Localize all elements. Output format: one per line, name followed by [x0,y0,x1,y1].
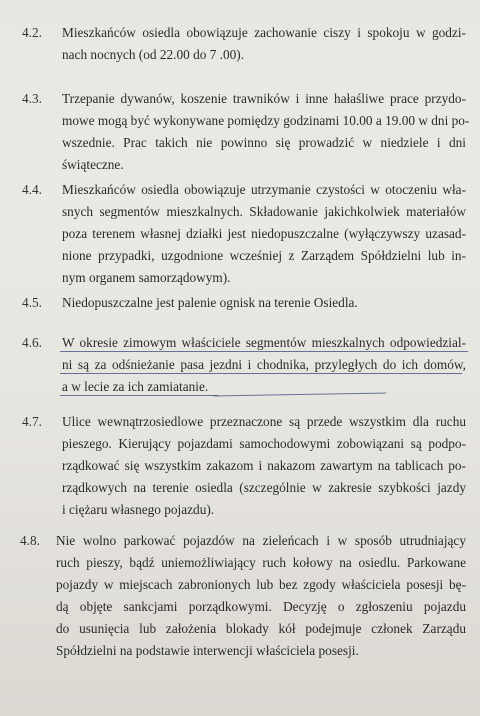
text-line: Trzepanie dywanów, koszenie trawników i inne hałaśliwe prace przydo- [62,91,466,106]
section-number: 4.5. [22,295,42,310]
text-line: Mieszkańców osiedla obowiązuje utrzymanie czystości w otoczeniu wła- [62,182,466,197]
pen-underline [60,373,462,374]
text-line: snych segmentów mieszkalnych. Składowanie jakichkolwiek materiałów [62,204,466,219]
text-line: W okresie zimowym właściciele segmentów mieszkalnych odpowiedzial- [62,335,466,350]
text-line: Spółdzielni na podstawie interwencji właściciela posesji. [56,643,359,658]
text-line: nach nocnych (od 22.00 do 7 .00). [62,47,245,62]
section-text [62,332,466,398]
pen-underline [60,351,468,352]
text-line: nione przypadki, uzgodnione wcześniej z Zarządem Spółdzielni lub in- [62,248,466,263]
text-line: do usunięcia lub założenia blokady kół podejmuje członek Zarządu [56,621,466,636]
section-text [62,22,466,66]
section-number: 4.8. [20,533,40,548]
text-line: poza terenem własnej działki jest niedopuszczalne (wyłączywszy uzasad- [62,226,466,241]
text-line: dą objęte sankcjami porządkowymi. Decyzję o zgłoszeniu pojazdu [56,599,466,614]
section-text [62,179,466,289]
section-text [56,530,466,662]
text-line: rządkować się wszystkim zakazom i nakazom zawartym na tablicach po- [62,458,466,473]
text-line: nym organem samorządowym). [62,270,231,285]
text-line: Mieszkańców osiedla obowiązuje zachowanie ciszy i spokoju w godzi- [62,25,466,40]
text-line: ruch pieszy, bądź uniemożliwiający ruch kołowy na osiedlu. Parkowane [56,555,466,570]
text-line: rządkowych na terenie osiedla (szczególnie w zakresie szybkości jazdy [62,480,466,495]
text-line: Ulice wewnątrzosiedlowe przeznaczone są przede wszystkim dla ruchu [62,414,466,429]
text-line: mowe mogą być wykonywane pomiędzy godzinami 10.00 a 19.00 w dni po- [62,113,470,128]
section-number: 4.4. [22,182,42,197]
section-number: 4.6. [22,335,42,350]
text-line: i ciężaru własnego pojazdu). [62,502,215,517]
section-text [62,411,466,521]
section-number: 4.7. [22,414,42,429]
text-line: ni są za odśnieżanie pasa jezdni i chodnika, przyległych do ich domów, [62,357,466,372]
text-line: Niedopuszczalne jest palenie ognisk na terenie Osiedla. [62,295,358,310]
text-line: świąteczne. [62,157,124,172]
text-line: pieszego. Kierujący pojazdami samochodowymi zobowiązani są podpo- [62,436,466,451]
text-line: a w lecie za ich zamiatanie. [62,379,209,394]
pen-underline [60,395,218,396]
section-text [62,292,466,314]
text-line: pojazdy w miejscach zabronionych lub bez zgody właściciela posesji bę- [56,577,466,592]
text-line: wszednie. Prac takich nie powinno się prowadzić w niedziele i dni [62,135,466,150]
section-text [62,88,470,176]
section-number: 4.2. [22,25,42,40]
section-number: 4.3. [22,91,42,106]
text-line: Nie wolno parkować pojazdów na zieleńcach i w sposób utrudniający [56,533,466,548]
